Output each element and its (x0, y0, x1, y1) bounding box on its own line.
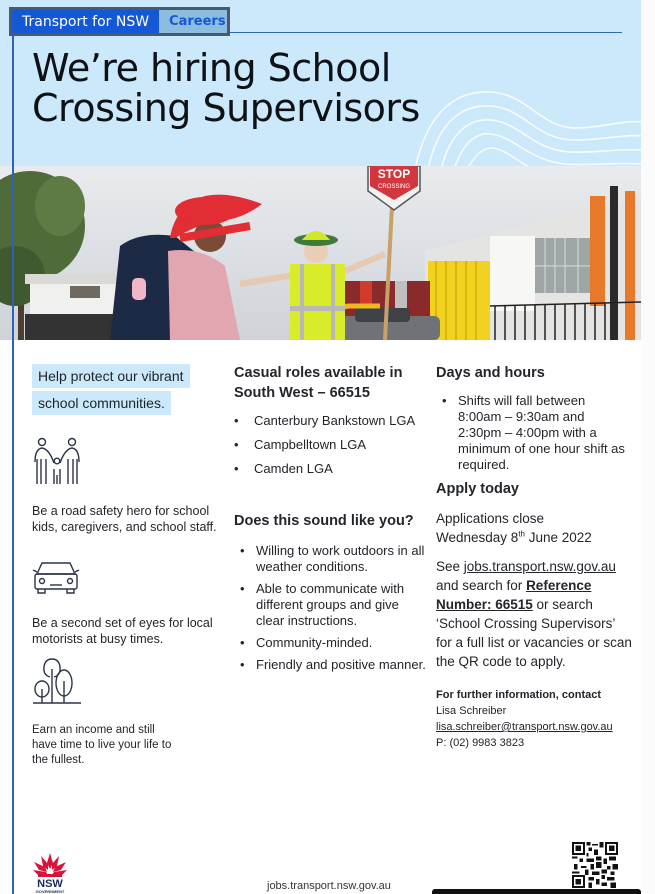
reference-number: Reference Number: 66515 (436, 578, 592, 612)
fit-heading: Does this sound like you? (234, 513, 414, 529)
family-icon (32, 437, 84, 485)
tagline: Help protect our vibrant school communities. (32, 364, 190, 415)
nsw-government-logo (30, 851, 70, 894)
criteria-item: • Community-minded. (234, 635, 429, 651)
footer-url[interactable]: jobs.transport.nsw.gov.au (267, 880, 391, 892)
hero-photo-illustration (0, 166, 641, 340)
search-for-text: and search for (436, 578, 527, 593)
location-item: • Campbelltown LGA (234, 437, 429, 453)
closing-date-value (436, 528, 636, 547)
hours-list (436, 393, 636, 473)
trees-icon (32, 657, 82, 707)
location-item: • Camden LGA (234, 461, 429, 477)
benefits-column (32, 363, 222, 768)
page-title (32, 48, 420, 128)
title-line-1: We’re hiring School (32, 46, 391, 90)
hero-photo (0, 166, 641, 340)
roles-column (234, 363, 429, 679)
roles-heading: Casual roles available in South West – 66515 (234, 365, 403, 401)
closing-month-year: June 2022 (524, 530, 592, 545)
contact-name: Lisa Schreiber (436, 705, 507, 717)
title-line-2: Crossing Supervisors (32, 86, 420, 130)
closing-label: Applications close (436, 511, 545, 526)
location-item: • Canterbury Bankstown LGA (234, 413, 429, 429)
benefit-text: Be a road safety hero for school kids, caregivers, and school staff. (32, 504, 217, 534)
closing-date (436, 509, 636, 547)
closing-day-suffix: th (518, 529, 525, 539)
see-text: See (436, 559, 464, 574)
locations-list (234, 413, 429, 477)
jobs-site-link[interactable]: jobs.transport.nsw.gov.au (463, 559, 616, 574)
qr-code-icon (572, 842, 618, 888)
header-tabs (9, 7, 230, 36)
instructions-rest: or search ‘School Crossing Supervisors’ for a full list or vacancies or scan the QR code to apply. (436, 597, 632, 669)
benefit-text: Earn an income and still have time to live your life to the fullest. (32, 724, 172, 766)
car-icon (32, 559, 80, 597)
contact-phone: P: (02) 9983 3823 (436, 737, 525, 749)
benefit-text: Be a second set of eyes for local motorists at busy times. (32, 616, 213, 646)
contact-email-link[interactable]: lisa.schreiber@transport.nsw.gov.au (436, 721, 613, 733)
crossing-sign-text: CROSSING (377, 184, 411, 190)
criteria-item: • Able to communicate with different groups and give clear instructions. (234, 581, 429, 629)
stop-sign-text: STOP (377, 167, 411, 181)
logo-text: NSW (37, 878, 63, 890)
apply-column (436, 363, 636, 751)
apply-heading: Apply today (436, 481, 519, 497)
logo-subtext: GOVERNMENT (35, 889, 65, 894)
tab-transport-for-nsw[interactable]: Transport for NSW (12, 10, 159, 33)
criteria-list (234, 543, 429, 673)
hours-item: • Shifts will fall between 8:00am – 9:30am and 2:30pm – 4:00pm with a minimum of one hour shift as required. (436, 393, 626, 473)
criteria-item: • Friendly and positive manner. (234, 657, 429, 673)
wave-lines-decoration (410, 80, 641, 166)
page-margin (641, 0, 655, 894)
bottom-bar (432, 889, 641, 894)
hours-heading: Days and hours (436, 365, 545, 381)
criteria-item: • Willing to work outdoors in all weather conditions. (234, 543, 429, 575)
closing-day: Wednesday 8 (436, 530, 519, 545)
contact-heading: For further information, contact (436, 689, 601, 701)
left-accent-line (12, 32, 14, 894)
apply-instructions (436, 557, 632, 671)
tab-careers[interactable]: Careers (159, 10, 227, 33)
